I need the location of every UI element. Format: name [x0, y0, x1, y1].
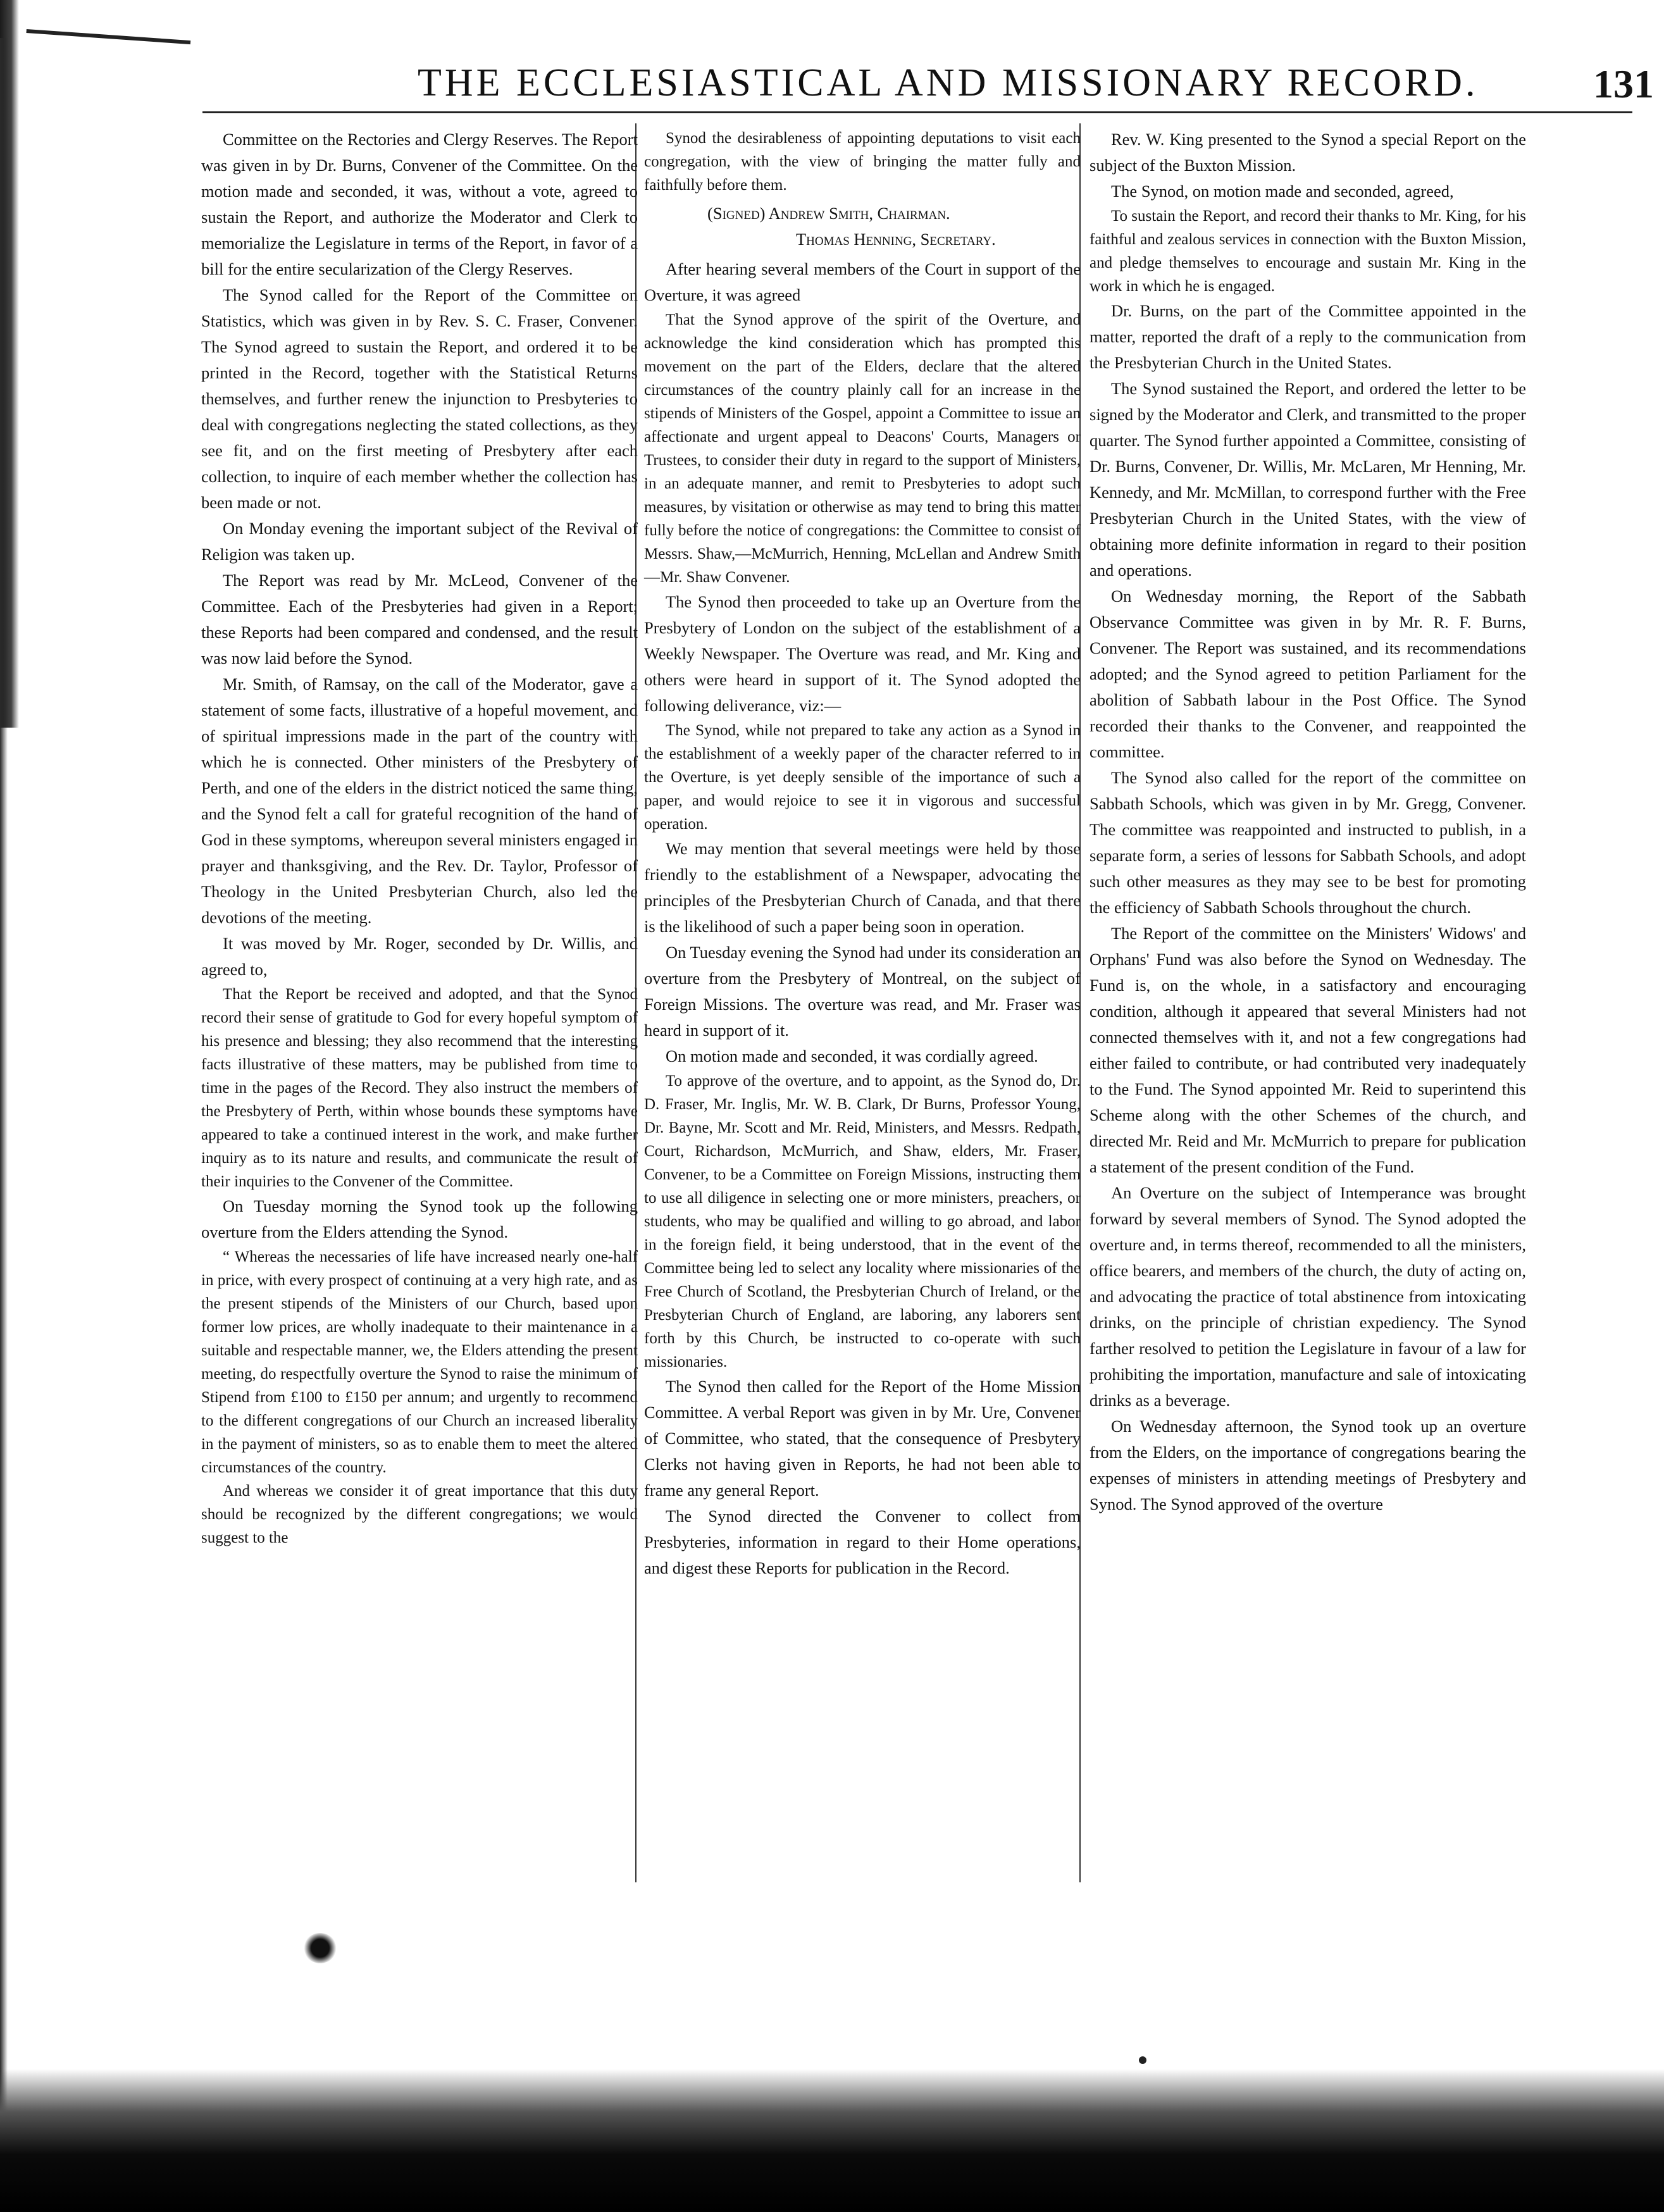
paragraph: It was moved by Mr. Roger, seconded by Dr. Willis, and agreed to, — [201, 934, 638, 979]
paragraph: Dr. Burns, on the part of the Committee appointed in the matter, reported the draft of a reply to the communication from the Presbyterian Church in the United States. — [1090, 301, 1526, 372]
signature-secretary: Thomas Henning, Secretary. — [796, 230, 996, 249]
column-middle — [644, 127, 1081, 1581]
paragraph: The Report was read by Mr. McLeod, Convener of the Committee. Each of the Presbyteries had given in a Report; these Reports had been compared and condensed, and the result was now laid before the Synod. — [201, 571, 638, 668]
paragraph: Committee on the Rectories and Clergy Reserves. The Report was given in by Dr. Burns, Convener of the Committee. On the motion made and seconded, it was, without a vote, agreed to sustain the Report, and authorize the Moderator and Clerk to memorialize the Legislature in terms of the Report, in favor of a bill for the entire secularization of the Clergy Reserves. — [201, 130, 638, 278]
paragraph: The Report of the committee on the Ministers' Widows' and Orphans' Fund was also before the Synod on Wednesday. The Fund is, on the whole, in a satisfactory and encouraging condition, although it appeared that several Ministers had not connected themselves with it, and not a few congregations had either failed to contribute, or had contributed very inadequately to the Fund. The Synod appointed Mr. Reid to superintend this Scheme along with the other Schemes of the church, and directed Mr. Reid and Mr. McMurrich to prepare for publication a statement of the present condition of the Fund. — [1090, 924, 1526, 1176]
signature-chairman: (Signed) Andrew Smith, Chairman. — [707, 204, 950, 223]
column-right — [1090, 127, 1526, 1517]
page-number: 131 — [1593, 61, 1654, 106]
paragraph: The Synod also called for the report of the committee on Sabbath Schools, which was given in by Mr. Gregg, Convener. The committee was reappointed and instructed to publish, in a separate form, a series of lessons for Sabbath Schools, and adopt such other measures as they may see to be best for promoting the efficiency of Sabbath Schools throughout the church. — [1090, 768, 1526, 917]
scan-bottom-shadow — [0, 2069, 1664, 2212]
running-head: THE ECCLESIASTICAL AND MISSIONARY RECORD. — [418, 61, 1479, 104]
paragraph: The Synod directed the Convener to collect from Presbyteries, information in regard to their Home operations, and digest these Reports for publication in the Record. — [644, 1507, 1081, 1577]
paragraph: We may mention that several meetings were held by those friendly to the establishment of a Newspaper, advocating the principles of the Presbyterian Church of Canada, and that there is the likelihood of such a paper being soon in operation. — [644, 839, 1081, 936]
paragraph: On Wednesday afternoon, the Synod took up an overture from the Elders, on the importance of congregations bearing the expenses of ministers in attending meetings of Presbytery and Synod. The Synod approved of the overture — [1090, 1417, 1526, 1513]
ink-speck — [1139, 2056, 1146, 2064]
resolution-text: To approve of the overture, and to appoint, as the Synod do, Dr. D. Fraser, Mr. Inglis, Mr. W. B. Clark, Dr Burns, Professor Young, Dr. Bayne, Mr. Scott and Mr. Reid, Ministers, and Messrs. Redpath, Court, Richardson, McMurrich, and Shaw, elders, Mr. Fraser, Convener, to be a Committee on Foreign Missions, instructing them to use all diligence in selecting one or more ministers, preachers, or students, who may be qualified and willing to go abroad, and labor in the foreign field, it being understood, that in the event of the Committee being led to select any locality where missionaries of the Free Church of Scotland, the Presbyterian Church of Ireland, or the Presbyterian Church of England, are laboring, any laborers sent forth by this Church, be instructed to co-operate with such missionaries. — [644, 1072, 1081, 1370]
paragraph: On motion made and seconded, it was cordially agreed. — [666, 1047, 1038, 1066]
resolution-text: That the Report be received and adopted, and that the Synod record their sense of gratitude to God for every hopeful symptom of his presence and blessing; they also recommend that the interesting facts illustrative of these matters, may be published from time to time in the pages of the Record. They also instruct the members of the Presbytery of Perth, within whose bounds these symptoms have appeared to take a continued interest in the work, and make further inquiry as to its nature and results, and communicate the result of their inquiries to the Convener of the Committee. — [201, 986, 638, 1190]
overture-text: “ Whereas the necessaries of life have increased nearly one-half in price, with every prospect of continuing at a very high rate, and as the present stipends of the Ministers of our Church, based upon former low prices, are wholly inadequate to their maintenance in a suitable and respectable manner, we, the Elders attending the present meeting, do respectfully overture the Synod to raise the minimum of Stipend from £100 to £150 per annum; and urgently to recommend to the different congregations of our Church an increased liberality in the payment of ministers, so as to enable them to meet the altered circumstances of the country. — [201, 1248, 638, 1476]
paragraph: The Synod sustained the Report, and ordered the letter to be signed by the Moderator and Clerk, and transmitted to the proper quarter. The Synod further appointed a Committee, consisting of Dr. Burns, Convener, Dr. Willis, Mr. McLaren, Mr Henning, Mr. Kennedy, and Mr. McMillan, to correspond further with the Free Presbyterian Church in the United States, with the view of obtaining more definite information in regard to their position and operations. — [1090, 379, 1526, 580]
corner-ink-mark — [25, 29, 191, 70]
paragraph: An Overture on the subject of Intemperance was brought forward by several members of Synod. The Synod adopted the overture and, in terms thereof, recommended to all the ministers, office bearers, and members of the church, the duty of acting on, and advocating the practice of total abstinence from intoxicating drinks, on the principle of christian expediency. The Synod farther resolved to petition the Legislature in favour of a law for prohibiting the importation, manufacture and sale of intoxicating drinks as a beverage. — [1090, 1183, 1526, 1410]
resolution-text: That the Synod approve of the spirit of the Overture, and acknowledge the kind consideration which has prompted this movement on the part of the Elders, declare that the altered circumstances of the country plainly call for an increase in the stipends of Ministers of the Gospel, appoint a Committee to issue an affectionate and urgent appeal to Deacons' Courts, Managers or Trustees, to consider their duty in regard to the support of Ministers, in an adequate manner, and remit to Presbyteries to adopt such measures, by visitation or otherwise as may tend to bring this matter fully before the notice of congregations: the Committee to consist of Messrs. Shaw,—McMurrich, Henning, McLellan and Andrew Smith—Mr. Shaw Convener. — [644, 311, 1081, 586]
paragraph: The Synod, on motion made and seconded, agreed, — [1111, 182, 1454, 201]
resolution-text: To sustain the Report, and record their thanks to Mr. King, for his faithful and zealous services in connection with the Buxton Mission, and pledge themselves to encourage and sustain Mr. King in the work in which he is engaged. — [1090, 208, 1526, 295]
paragraph: The Synod then proceeded to take up an Overture from the Presbytery of London on the subject of the establishment of a Weekly Newspaper. The Overture was read, and Mr. King and others were heard in support of it. The Synod adopted the following deliverance, viz:— — [644, 592, 1081, 715]
paragraph: Rev. W. King presented to the Synod a special Report on the subject of the Buxton Mission. — [1090, 130, 1526, 175]
paragraph: After hearing several members of the Court in support of the Overture, it was agreed — [644, 259, 1081, 304]
deliverance-text: The Synod, while not prepared to take any action as a Synod in the establishment of a weekly paper of the character referred to in the Overture, is yet deeply sensible of the importance of such a paper, and would rejoice to see it in vigorous and successful operation. — [644, 722, 1081, 833]
paragraph: On Tuesday evening the Synod had under its consideration an overture from the Presbytery of Montreal, on the subject of Foreign Missions. The overture was read, and Mr. Fraser was heard in support of it. — [644, 943, 1081, 1040]
overture-text: Synod the desirableness of appointing deputations to visit each congregation, with the view of bringing the matter fully and faithfully before them. — [644, 130, 1081, 194]
paragraph: On Wednesday morning, the Report of the Sabbath Observance Committee was given in by Mr. R. F. Burns, Convener. The Report was sustained, and its recommendations adopted; and the Synod agreed to petition Parliament for the abolition of Sabbath labour in the Post Office. The Synod recorded their thanks to the Convener, and reappointed the committee. — [1090, 587, 1526, 761]
paragraph: The Synod then called for the Report of the Home Mission Committee. A verbal Report was given in by Mr. Ure, Convener of Committee, who stated, that the consequence of Presbytery Clerks not having given in Reports, he had not been able to frame any general Report. — [644, 1377, 1081, 1500]
paragraph: On Tuesday morning the Synod took up the following overture from the Elders attending the Synod. — [201, 1196, 638, 1241]
binding-shadow-lower — [0, 38, 8, 2145]
overture-text: And whereas we consider it of great importance that this duty should be recognized by the different congregations; we would suggest to the — [201, 1482, 638, 1546]
ink-blot — [304, 1933, 337, 1963]
column-left — [201, 127, 638, 1550]
paragraph: The Synod called for the Report of the Committee on Statistics, which was given in by Rev. S. C. Fraser, Convener. The Synod agreed to sustain the Report, and ordered it to be printed in the Record, together with the Statistical Returns themselves, and further renew the injunction to Presbyteries to deal with congregations neglecting the stated collections, as they see fit, and on the first meeting of Presbytery after each collection, to inquire of each member whether the collection has been made or not. — [201, 285, 638, 512]
paragraph: Mr. Smith, of Ramsay, on the call of the Moderator, gave a statement of some facts, illustrative of a hopeful movement, and of spiritual impressions made in the part of the country with which he is connected. Other ministers of the Presbytery of Perth, and one of the elders in the district noticed the same thing, and the Synod felt a call for grateful recognition of the hand of God in these symptoms, whereupon several ministers engaged in prayer and thanksgiving, and the Rev. Dr. Taylor, Professor of Theology in the United Presbyterian Church, also led the devotions of the meeting. — [201, 674, 638, 927]
header-rule — [202, 111, 1632, 113]
paragraph: On Monday evening the important subject of the Revival of Religion was taken up. — [201, 519, 638, 564]
